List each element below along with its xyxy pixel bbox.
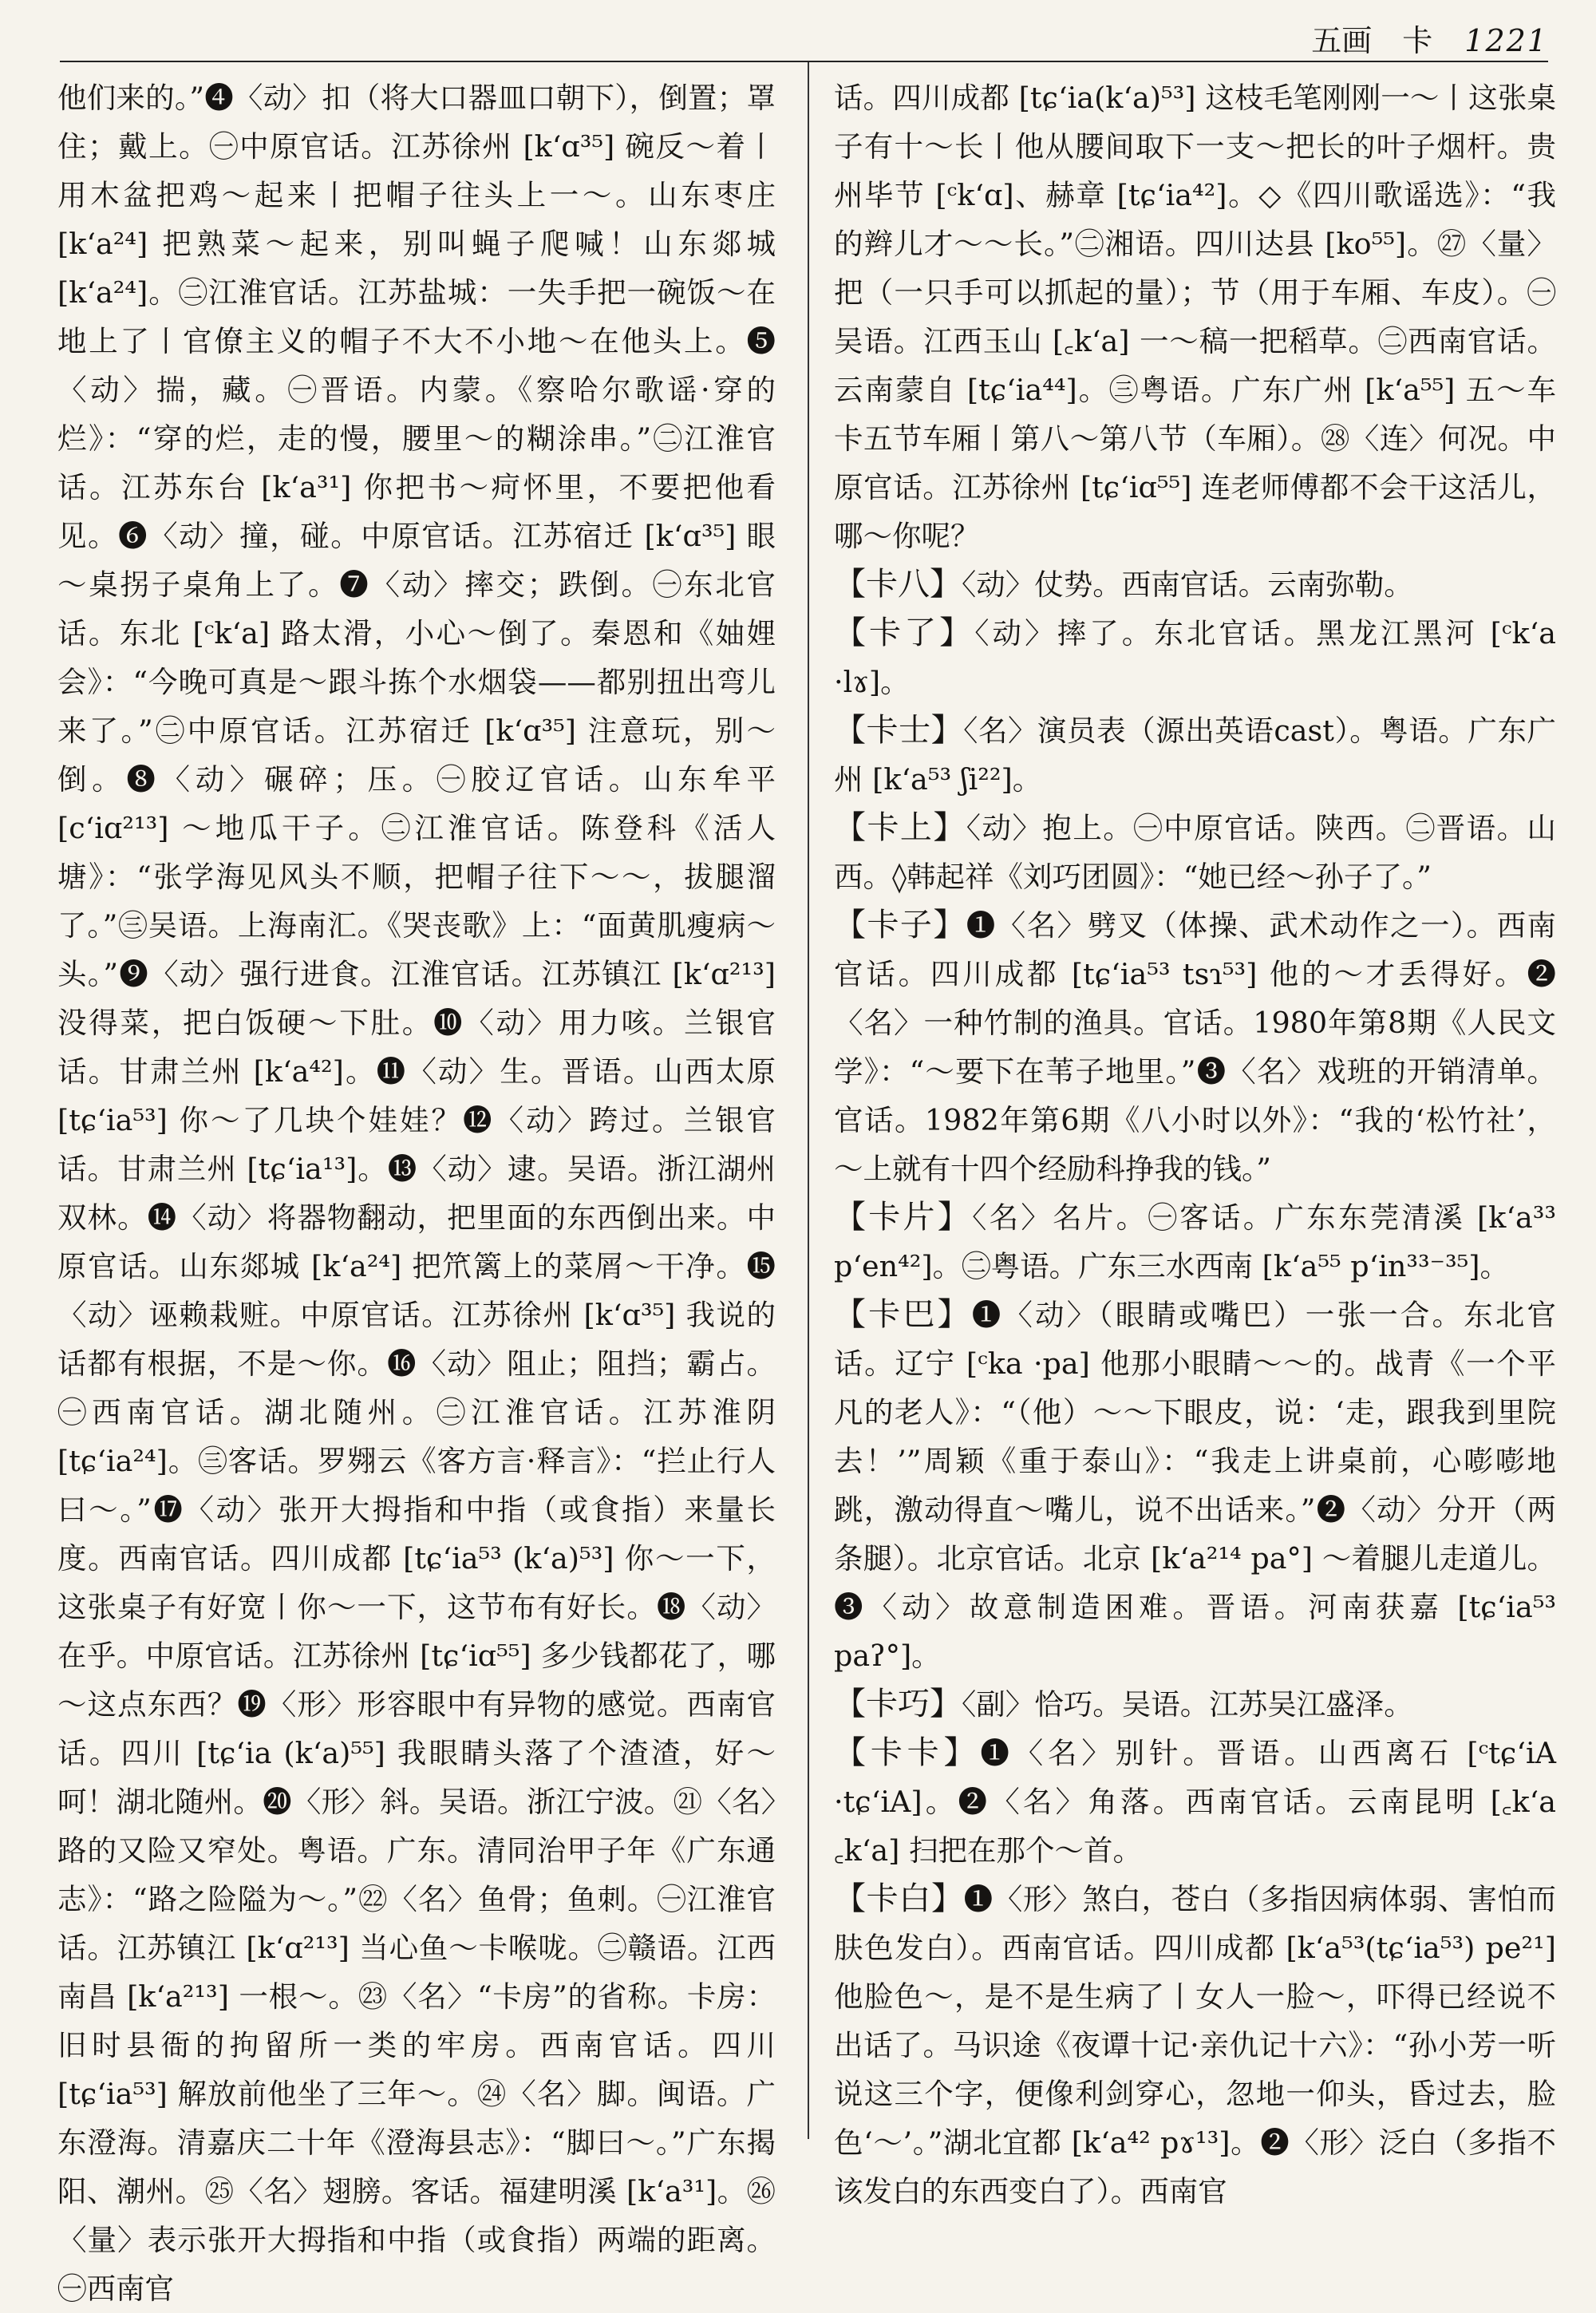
section-title: 五画 卡 <box>1311 23 1433 58</box>
dictionary-entry <box>834 1875 1556 2216</box>
entry-headword: 【卡了】 <box>834 615 975 651</box>
page-number: 1221 <box>1464 23 1548 58</box>
dictionary-entry <box>834 706 1556 804</box>
dictionary-entry <box>834 1680 1556 1729</box>
header-rule <box>60 61 1548 62</box>
entry-definition: 〈名〉名片。㊀客话。广东东莞清溪 [kʻa³³ pʻen⁴²]。㊁粤语。广东三水西南 [kʻa⁵⁵ pʻin³³⁻³⁵]。 <box>834 1200 1556 1283</box>
entry-headword: 【卡上】 <box>834 809 966 846</box>
right-column <box>834 73 1556 2216</box>
entry-definition: ❶〈名〉别针。晋语。山西离石 [ᶜtɕʻiA ·tɕʻiA]。❷〈名〉角落。西南官话。云南昆明 [꜀kʻa ꜀kʻa] 扫把在那个～首。 <box>834 1736 1556 1868</box>
running-head <box>1311 16 1548 64</box>
entry-headword: 【卡八】 <box>834 566 962 603</box>
entry-continuation: 话。四川成都 [tɕʻia(kʻa)⁵³] 这枝毛笔刚刚一～丨这张桌子有十～长丨他从腰间取下一支～把长的叶子烟杆。贵州毕节 [ᶜkʻɑ]、赫章 [tɕʻia⁴²]。◇《四川歌谣选》：“我的辫儿才～～长。”㊁湘语。四川达县 [ko⁵⁵]。㉗〈量〉把（一只手可以抓起的量）；节（用于车厢、车皮）。㊀吴语。江西玉山 [꜀kʻa] 一～稿一把稻草。㊁西南官话。云南蒙自 [tɕʻia⁴⁴]。㊂粤语。广东广州 [kʻa⁵⁵] 五～车卡五节车厢丨第八～第八节（车厢）。㉘〈连〉何况。中原官话。江苏徐州 [tɕʻiɑ⁵⁵] 连老师傅都不会干这活儿，哪～你呢？ <box>834 81 1556 553</box>
entry-headword: 【卡卡】 <box>834 1734 981 1771</box>
entry-definition: 〈动〉仗势。西南官话。云南弥勒。 <box>962 567 1413 602</box>
dictionary-entry <box>834 901 1556 1193</box>
entry-headword: 【卡士】 <box>834 712 964 749</box>
entry-definition: ❶〈名〉劈叉（体操、武术动作之一）。西南官话。四川成都 [tɕʻia⁵³ tsɿ⁵³] 他的～才丢得好。❷〈名〉一种竹制的渔具。官话。1980年第8期《人民文学》：“～要下在苇子地里。”❸〈名〉戏班的开销清单。官话。1982年第6期《八小时以外》：“我的‘松竹社’，～上就有十四个经励科挣我的钱。” <box>834 908 1557 1186</box>
entry-definition: 〈名〉演员表（源出英语cast）。粤语。广东广州 [kʻa⁵³ ʃi²²]。 <box>834 714 1556 797</box>
entry-definition: 〈动〉摔了。东北官话。黑龙江黑河 [ᶜkʻa ·lɤ]。 <box>834 616 1556 699</box>
dictionary-entry <box>834 1291 1556 1680</box>
entry-headword: 【卡子】 <box>834 907 966 943</box>
left-column <box>57 73 776 2313</box>
dictionary-entry <box>834 804 1556 901</box>
column-divider <box>808 62 809 2139</box>
entry-headword: 【卡片】 <box>834 1199 973 1236</box>
dictionary-entry <box>834 560 1556 609</box>
entry-continuation: 他们来的。”❹〈动〉扣（将大口器皿口朝下），倒置；罩住；戴上。㊀中原官话。江苏徐州 [kʻɑ³⁵] 碗反～着丨用木盆把鸡～起来丨把帽子往头上一～。山东枣庄 [kʻa²⁴] 把熟菜～起来，别叫蝇子爬喊！山东郯城 [kʻa²⁴]。㊁江淮官话。江苏盐城：一失手把一碗饭～在地上了丨官僚主义的帽子不大不小地～在他头上。❺〈动〉揣，藏。㊀晋语。内蒙。《察哈尔歌谣·穿的烂》：“穿的烂，走的慢，腰里～的糊涂串。”㊁江淮官话。江苏东台 [kʻa³¹] 你把书～疴怀里，不要把他看见。❻〈动〉撞，碰。中原官话。江苏宿迁 [kʻɑ³⁵] 眼～桌拐子桌角上了。❼〈动〉摔交；跌倒。㊀东北官话。东北 [ᶜkʻa] 路太滑，小心～倒了。秦恩和《妯娌会》：“今晚可真是～跟斗拣个水烟袋——都别扭出弯儿来了。”㊁中原官话。江苏宿迁 [kʻɑ³⁵] 注意玩，别～倒。❽〈动〉碾碎；压。㊀胶辽官话。山东牟平 [cʻiɑ²¹³] ～地瓜干子。㊁江淮官话。陈登科《活人塘》：“张学海见风头不顺，把帽子往下～～，拔腿溜了。”㊂吴语。上海南汇。《哭丧歌》上：“面黄肌瘦病～头。”❾〈动〉强行进食。江淮官话。江苏镇江 [kʻɑ²¹³] 没得菜，把白饭硬～下肚。❿〈动〉用力咳。兰银官话。甘肃兰州 [kʻa⁴²]。⓫〈动〉生。晋语。山西太原 [tɕʻia⁵³] 你～了几块个娃娃？⓬〈动〉跨过。兰银官话。甘肃兰州 [tɕʻia¹³]。⓭〈动〉逮。吴语。浙江湖州双林。⓮〈动〉将器物翻动，把里面的东西倒出来。中原官话。山东郯城 [kʻa²⁴] 把笊篱上的菜屑～干净。⓯〈动〉诬赖栽赃。中原官话。江苏徐州 [kʻɑ³⁵] 我说的话都有根据，不是～你。⓰〈动〉阻止；阻挡；霸占。㊀西南官话。湖北随州。㊁江淮官话。江苏淮阴 [tɕʻia²⁴]。㊂客话。罗翙云《客方言·释言》：“拦止行人曰～。”⓱〈动〉张开大拇指和中指（或食指）来量长度。西南官话。四川成都 [tɕʻia⁵³ (kʻa)⁵³] 你～一下，这张桌子有好宽丨你～一下，这节布有好长。⓲〈动〉在乎。中原官话。江苏徐州 [tɕʻiɑ⁵⁵] 多少钱都花了，哪～这点东西？⓳〈形〉形容眼中有异物的感觉。西南官话。四川 [tɕʻia (kʻa)⁵⁵] 我眼睛头落了个渣渣，好～呵！湖北随州。⓴〈形〉斜。吴语。浙江宁波。㉑〈名〉路的又险又窄处。粤语。广东。清同治甲子年《广东通志》：“路之险隘为～。”㉒〈名〉鱼骨；鱼刺。㊀江淮官话。江苏镇江 [kʻɑ²¹³] 当心鱼～卡喉咙。㊁赣语。江西南昌 [kʻa²¹³] 一根～。㉓〈名〉“卡房”的省称。卡房：旧时县衙的拘留所一类的牢房。西南官话。四川 [tɕʻia⁵³] 解放前他坐了三年～。㉔〈名〉脚。闽语。广东澄海。清嘉庆二十年《澄海县志》：“脚曰～。”广东揭阳、潮州。㉕〈名〉翅膀。客话。福建明溪 [kʻa³¹]。㉖〈量〉表示张开大拇指和中指（或食指）两端的距离。㊀西南官 <box>57 81 776 2306</box>
dictionary-entry <box>834 1193 1556 1291</box>
entry-definition: 〈动〉抱上。㊀中原官话。陕西。㊁晋语。山西。◊韩起祥《刘巧团圆》：“她已经～孙子了。” <box>834 811 1557 894</box>
entry-headword: 【卡巧】 <box>834 1686 962 1722</box>
entry-definition: ❶〈动〉（眼睛或嘴巴）一张一合。东北官话。辽宁 [ᶜka ·pa] 他那小眼睛～～的。战青《一个平凡的老人》：“（他）～～下眼皮，说：‘走，跟我到里院去！’”周颖《重于泰山》：“我走上讲桌前，心嘭嘭地跳，激动得直～嘴儿，说不出话来。”❷〈动〉分开（两条腿）。北京官话。北京 [kʻa²¹⁴ pa°] ～着腿儿走道儿。❸〈动〉故意制造困难。晋语。河南获嘉 [tɕʻia⁵³ paʔ°]。 <box>834 1298 1557 1673</box>
entry-definition: 〈副〉恰巧。吴语。江苏吴江盛泽。 <box>962 1687 1413 1722</box>
entry-definition: ❶〈形〉煞白，苍白（多指因病体弱、害怕而肤色发白）。西南官话。四川成都 [kʻa⁵³(tɕʻia⁵³) pe²¹] 他脸色～，是不是生病了丨女人一脸～，吓得已经说不出话了。马识途《夜谭十记·亲仇记十六》：“孙小芳一听说这三个字，便像利剑穿心，忽地一仰头，昏过去，脸色‘～’。”湖北宜都 [kʻa⁴² pɤ¹³]。❷〈形〉泛白（多指不该发白的东西变白了）。西南官 <box>834 1882 1557 2208</box>
dictionary-entry <box>834 1729 1556 1875</box>
dictionary-entry <box>834 609 1556 706</box>
entry-headword: 【卡巴】 <box>834 1296 972 1333</box>
entry-headword: 【卡白】 <box>834 1880 964 1917</box>
